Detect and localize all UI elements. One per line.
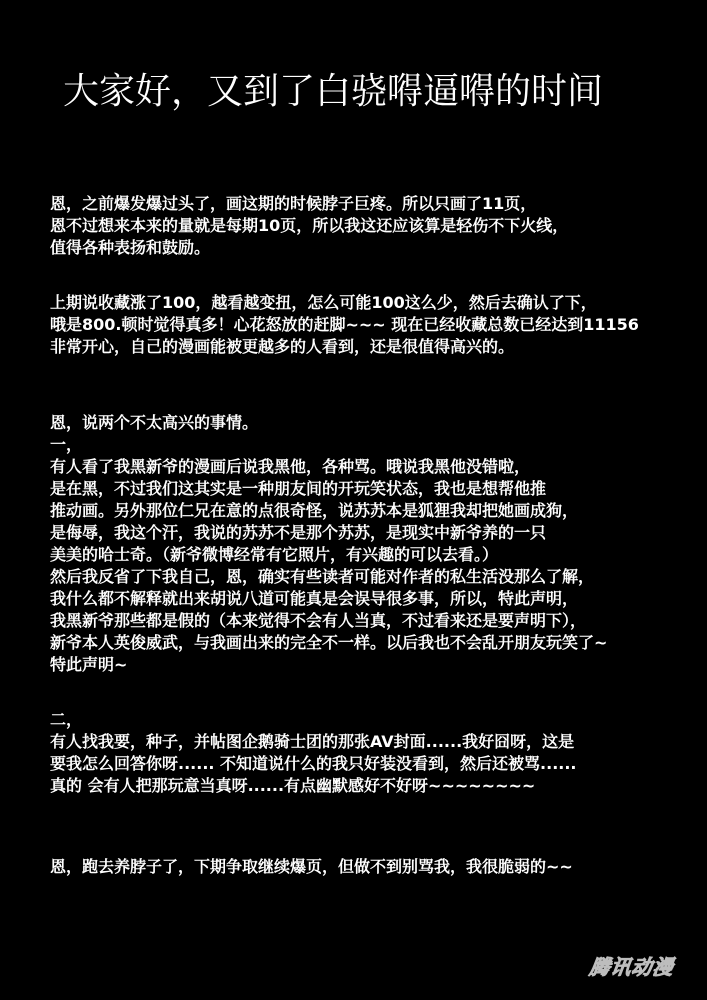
text-line: 美美的哈士奇。（新爷微博经常有它照片，有兴趣的可以去看。）	[50, 545, 499, 564]
text-line: 有人看了我黑新爷的漫画后说我黑他，各种骂。哦说我黑他没错啦，	[50, 457, 531, 476]
text-line: 非常开心，自己的漫画能被更越多的人看到，还是很值得高兴的。	[50, 337, 515, 356]
text-line: 二，	[50, 710, 83, 729]
page-title: 大家好，又到了白骁嘚逼嘚的时间	[63, 71, 604, 112]
text-line: 恩，跑去养脖子了，下期争取继续爆页，但做不到别骂我，我很脆弱的~~	[50, 857, 573, 876]
text-line: 值得各种表扬和鼓励。	[50, 238, 211, 257]
text-line: 恩不过想来本来的量就是每期10页，所以我这还应该算是轻伤不下火线，	[50, 216, 569, 235]
text-line: 是侮辱，我这个汗，我说的苏苏不是那个苏苏，是现实中新爷养的一只	[50, 523, 547, 542]
text-line: 是在黑，不过我们这其实是一种朋友间的开玩笑状态，我也是想帮他推	[50, 479, 547, 498]
text-line: 然后我反省了下我自己，恩，确实有些读者可能对作者的私生活没那么了解，	[50, 567, 595, 586]
text-line: 一，	[50, 435, 83, 454]
text-line: 恩，之前爆发爆过头了，画这期的时候脖子巨疼。所以只画了11页，	[50, 194, 537, 213]
text-line: 新爷本人英俊威武，与我画出来的完全不一样。以后我也不会乱开朋友玩笑了~	[50, 633, 608, 652]
text-line: 真的 会有人把那玩意当真呀......有点幽默感好不好呀~~~~~~~~	[50, 776, 536, 795]
text-line: 恩，说两个不太高兴的事情。	[50, 413, 259, 432]
text-line: 哦是800.顿时觉得真多！心花怒放的赶脚~~~ 现在已经收藏总数已经达到11156	[50, 315, 639, 334]
text-line: 上期说收藏涨了100，越看越变扭，怎么可能100这么少，然后去确认了下，	[50, 293, 597, 312]
text-line: 推动画。另外那位仁兄在意的点很奇怪，说苏苏本是狐狸我却把她画成狗，	[50, 501, 579, 520]
text-line: 我黑新爷那些都是假的（本来觉得不会有人当真，不过看来还是要声明下），	[50, 611, 587, 630]
text-line: 有人找我要，种子，并帖图企鹅骑士团的那张AV封面......我好囧呀，这是	[50, 732, 575, 751]
text-line: 特此声明~	[50, 655, 128, 674]
text-line: 我什么都不解释就出来胡说八道可能真是会误导很多事，所以，特此声明，	[50, 589, 579, 608]
text-line: 要我怎么回答你呀...... 不知道说什么的我只好装没看到，然后还被骂......	[50, 754, 577, 773]
tencent-comic-watermark-logo: 腾讯动漫	[588, 954, 676, 979]
